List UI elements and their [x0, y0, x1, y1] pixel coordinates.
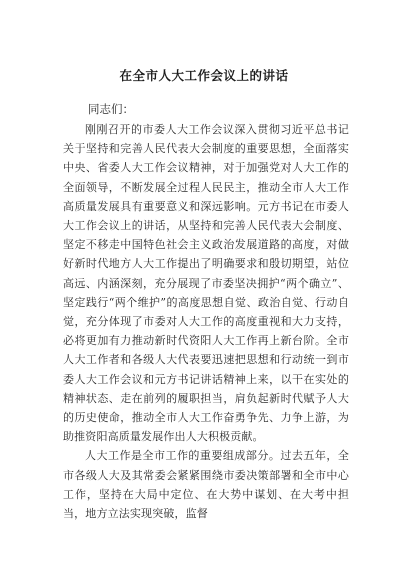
salutation: 同志们： [88, 102, 134, 116]
document-body [63, 120, 349, 523]
body-paragraph-1: 刚刚召开的市委人大工作会议深入贯彻习近平总书记关于坚持和完善人民代表大会制度的重要思想，全面落实中央、省委人大工作会议精神，对于加强党对人大工作的全面领导，不断发展全过程人民民主，推动全市人大工作高质量发展具有重要意义和深远影响。元方书记在市委人大工作会议上的讲话，从坚持和完善人民代表大会制度、坚定不移走中国特色社会主义政治发展道路的高度，对做好新时代地方人大工作提出了明确要求和殷切期望，站位高远、内涵深刻，充分展现了市委坚决拥护“两个确立”、坚定践行“两个维护”的高度思想自觉、政治自觉、行动自觉，充分体现了市委对人大工作的高度重视和大力支持，必将更加有力推动新时代资阳人大工作再上新台阶。全市人大工作者和各级人大代表要迅速把思想和行动统一到市委人大工作会议和元方书记讲话精神上来，以干在实处的精神状态、走在前列的履职担当，肩负起新时代赋予人大的历史使命，推动全市人大工作奋勇争先、力争上游，为助推资阳高质量发展作出人大积极贡献。 [63, 123, 349, 444]
document-title: 在全市人大工作会议上的讲话 [119, 68, 289, 83]
body-paragraph-2: 人大工作是全市工作的重要组成部分。过去五年，全市各级人大及其常委会紧紧围绕市委决策部署和全市中心工作，坚持在大局中定位、在大势中谋划、在大考中担当，地方立法实现突破，监督 [63, 449, 349, 521]
